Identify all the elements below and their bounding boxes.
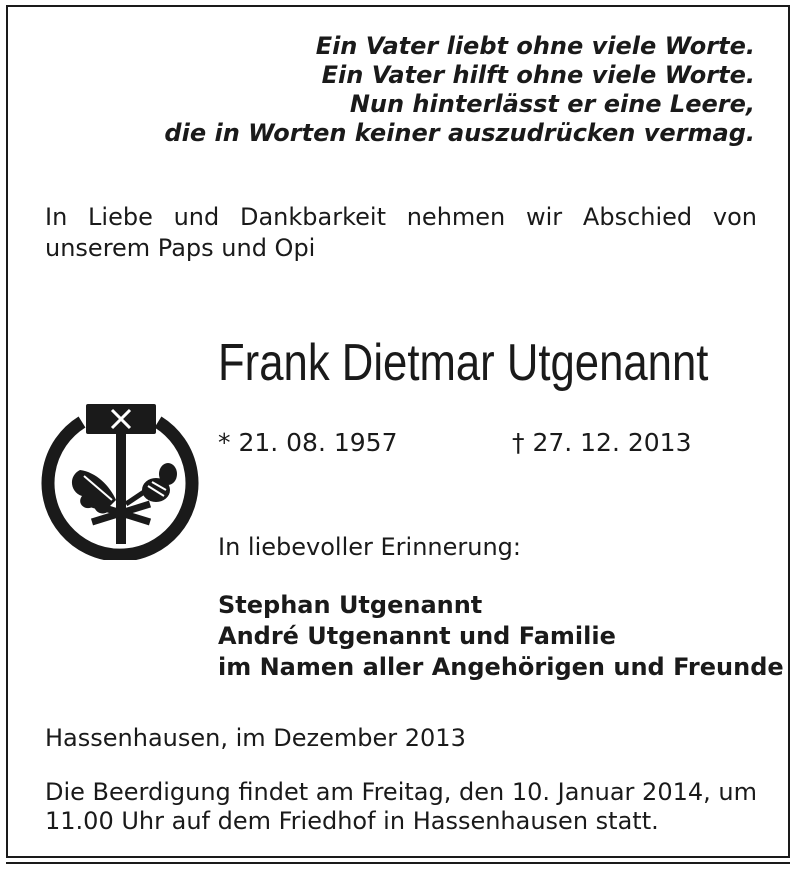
- quote-line: Ein Vater liebt ohne viele Worte.: [315, 32, 755, 60]
- funeral-info: Die Beerdigung findet am Freitag, den 10. Januar 2014, um 11.00 Uhr auf dem Friedhof in Hassenhausen statt.: [45, 778, 757, 835]
- quote-line: Nun hinterlässt er eine Leere,: [349, 90, 755, 118]
- signer: Stephan Utgenannt: [218, 591, 483, 619]
- remembrance-heading: In liebevoller Erinnerung:: [218, 533, 521, 561]
- place-date: Hassenhausen, im Dezember 2013: [45, 724, 466, 752]
- quote-line: Ein Vater hilft ohne viele Worte.: [321, 61, 755, 89]
- death-date: † 27. 12. 2013: [512, 428, 692, 457]
- quote-line: die in Worten keiner auszudrücken vermag.: [164, 119, 755, 147]
- miners-hammer-oak-leaves-emblem-icon: [40, 400, 200, 560]
- memorial-quote: [164, 32, 755, 148]
- signer: André Utgenannt und Familie: [218, 622, 616, 650]
- deceased-name: Frank Dietmar Utgenannt: [218, 334, 709, 392]
- farewell-text: In Liebe und Dankbarkeit nehmen wir Abschied von unserem Paps und Opi: [45, 203, 757, 262]
- signers-list: [218, 590, 784, 683]
- bottom-rule: [6, 862, 790, 864]
- birth-date: * 21. 08. 1957: [218, 428, 398, 457]
- signer: im Namen aller Angehörigen und Freunde: [218, 653, 784, 681]
